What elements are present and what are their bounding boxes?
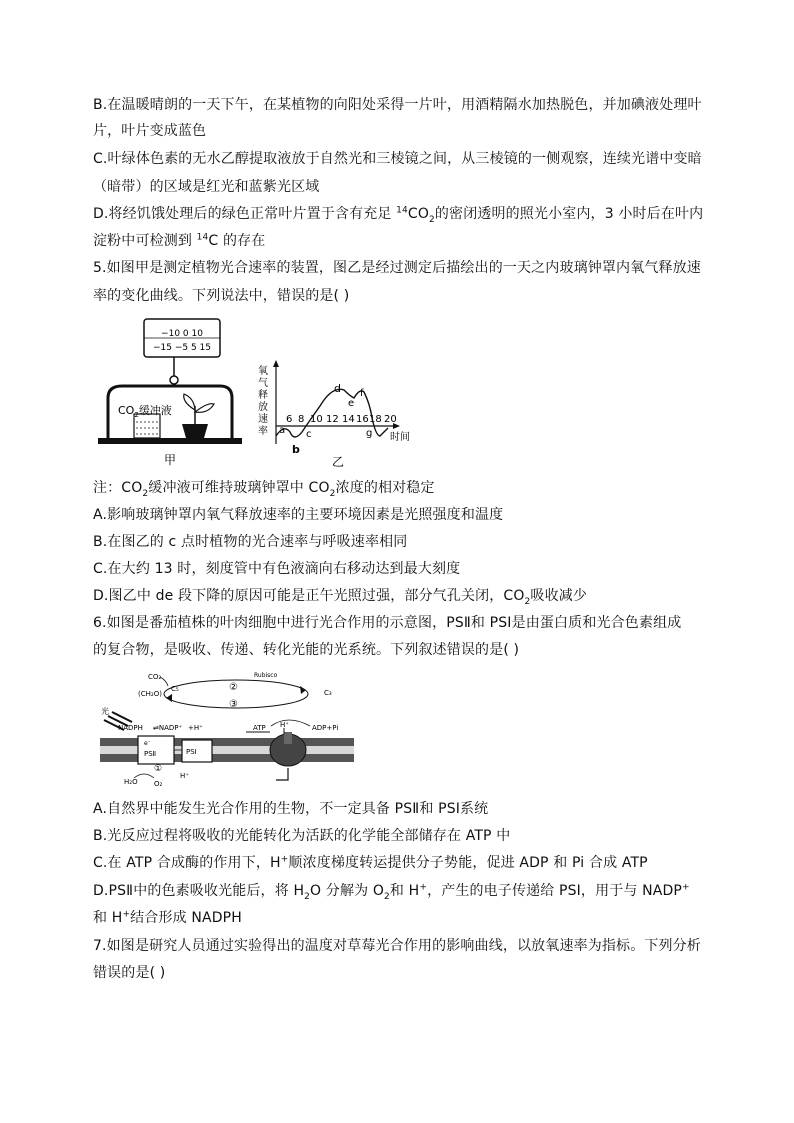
q5-stem-line1: 5.如图甲是测定植物光合速率的装置，图乙是经过测定后描绘出的一天之内玻璃钟罩内氧气释放速 — [93, 260, 701, 276]
jia-scale-top: −10 0 10 — [161, 329, 203, 339]
q6-option-b: B.光反应过程将吸收的光能转化为活跃的化学能全部储存在 ATP 中 — [93, 828, 511, 844]
label-adp: ADP+Pi — [312, 724, 339, 732]
q5-figure-yi — [254, 358, 422, 470]
yi-xlabel: 时间 — [390, 432, 410, 443]
q6-option-a: A.自然界中能发生光合作用的生物，不一定具备 PSⅡ和 PSⅠ系统 — [93, 801, 489, 817]
q6-option-c: C.在 ATP 合成酶的作用下，H+顺浓度梯度转运提供分子势能，促进 ADP 和 Pi 合成 ATP — [93, 854, 648, 871]
yi-point-c: c — [306, 429, 312, 440]
label-atp: ATP — [253, 724, 266, 732]
q6-figure-photosynthesis — [98, 670, 356, 796]
yi-caption: 乙 — [331, 455, 345, 469]
yi-tick-18: 18 — [369, 414, 382, 425]
q6-option-d-line2: 和 H+结合形成 NADPH — [93, 909, 242, 926]
q5-stem-line2: 率的变化曲线。下列说法中，错误的是( ) — [93, 288, 350, 304]
label-rubisco: Rubisco — [254, 672, 278, 679]
label-step3: ③ — [229, 699, 238, 710]
q6-stem-line2: 的复合物，是吸收、传递、转化光能的光系统。下列叙述错误的是( ) — [93, 642, 520, 658]
jia-plant-pot — [182, 424, 208, 438]
q6-stem-line1: 6.如图是番茄植株的叶肉细胞中进行光合作用的示意图，PSⅡ和 PSⅠ是由蛋白质和光合色素组成 — [93, 615, 682, 631]
label-h-plus: +H⁺ — [188, 724, 203, 732]
yi-ylabel-1: 氧 — [258, 366, 268, 377]
yi-tick-16: 16 — [356, 414, 369, 425]
q4-option-d-line2: 淀粉中可检测到 $^{14}$C 的存在 — [93, 232, 266, 249]
yi-ticks — [286, 414, 397, 425]
jia-valve-icon — [170, 376, 178, 384]
label-h2o: H₂O — [124, 778, 138, 786]
label-step1: ① — [154, 764, 163, 774]
yi-ylabel-2: 气 — [258, 378, 268, 389]
q5-figure-jia — [96, 316, 244, 468]
q4-option-c-line1: C.叶绿体色素的无水乙醇提取液放于自然光和三棱镜之间，从三棱镜的一侧观察，连续光谱中变暗 — [93, 151, 702, 167]
yi-tick-6: 6 — [286, 414, 293, 425]
label-h-bottom: H⁺ — [180, 772, 189, 780]
yi-tick-8: 8 — [298, 414, 305, 425]
yi-point-e: e — [348, 398, 355, 409]
yi-point-b: b — [292, 443, 300, 456]
label-h-top: H⁺ — [280, 721, 289, 729]
jia-leaf-icon-2 — [195, 404, 214, 413]
q5-option-d: D.图乙中 de 段下降的原因可能是正午光照过强，部分气孔关闭，$CO_2$吸收减少 — [93, 588, 588, 607]
q4-option-b-line2: 片，叶片变成蓝色 — [93, 123, 207, 139]
yi-point-a: a — [279, 425, 286, 436]
yi-tick-20: 20 — [384, 414, 397, 425]
yi-point-g: g — [366, 428, 373, 439]
label-psii: PSⅡ — [144, 750, 157, 758]
yi-ylabel-5: 速 — [258, 414, 268, 425]
label-step2: ② — [229, 682, 238, 693]
jia-caption: 甲 — [163, 453, 177, 467]
label-light: 光 — [101, 707, 109, 716]
yi-point-f: f — [360, 388, 364, 399]
yi-ylabel-4: 放 — [258, 402, 268, 413]
jia-scale-bottom: −15 −5 5 15 — [152, 343, 212, 353]
jia-base — [98, 438, 242, 444]
jia-buffer-label: $CO_2$缓冲液 — [118, 404, 172, 419]
q4-option-b-line1: B.在温暖晴朗的一天下午，在某植物的向阳处采得一片叶，用酒精隔水加热脱色，并加碘液处理叶 — [93, 97, 702, 113]
yi-point-d: d — [334, 382, 341, 395]
q5-option-a: A.影响玻璃钟罩内氧气释放速率的主要环境因素是光照强度和温度 — [93, 507, 504, 523]
q6-option-d-line1: D.PSⅡ中的色素吸收光能后，将 $H_2O$ 分解为 $O_2$和 H+，产生的电子传递给 PSⅠ，用于与 NADP+ — [93, 882, 690, 902]
label-psi: PSⅠ — [186, 748, 197, 756]
q4-option-d-line1: D.将经饥饿处理后的绿色正常叶片置于含有充足 $^{14}CO_2$的密闭透明的照光小室内，3 小时后在叶内 — [93, 205, 704, 225]
label-nadph: NADPH — [118, 724, 143, 732]
q7-stem-line1: 7.如图是研究人员通过实验得出的温度对草莓光合作用的影响曲线，以放氧速率为指标。下列分析 — [93, 938, 701, 954]
yi-tick-14: 14 — [342, 414, 355, 425]
label-co2: CO₂ — [148, 673, 162, 681]
label-nadp: ⇌NADP⁺ — [153, 724, 183, 732]
label-e-minus: e⁻ — [144, 740, 151, 747]
yi-tick-10: 10 — [310, 414, 323, 425]
q5-option-c: C.在大约 13 时，刻度管中有色液滴向右移动达到最大刻度 — [93, 561, 461, 577]
label-ch2o: (CH₂O) — [138, 690, 162, 698]
label-c5: C₅ — [171, 685, 179, 693]
q4-option-c-line2: （暗带）的区域是红光和蓝紫光区域 — [93, 179, 320, 195]
label-c3: C₃ — [324, 689, 332, 697]
q5-option-b: B.在图乙的 c 点时植物的光合速率与呼吸速率相同 — [93, 534, 408, 550]
label-o2: O₂ — [154, 780, 163, 788]
q5-note: 注：$CO_2$缓冲液可维持玻璃钟罩中 $CO_2$浓度的相对稳定 — [93, 480, 435, 499]
jia-leaf-icon — [184, 394, 195, 410]
q7-stem-line2: 错误的是( ) — [93, 965, 166, 981]
yi-tick-12: 12 — [326, 414, 339, 425]
yi-ylabel-3: 释 — [258, 390, 268, 401]
yi-ylabel-6: 率 — [258, 426, 268, 437]
